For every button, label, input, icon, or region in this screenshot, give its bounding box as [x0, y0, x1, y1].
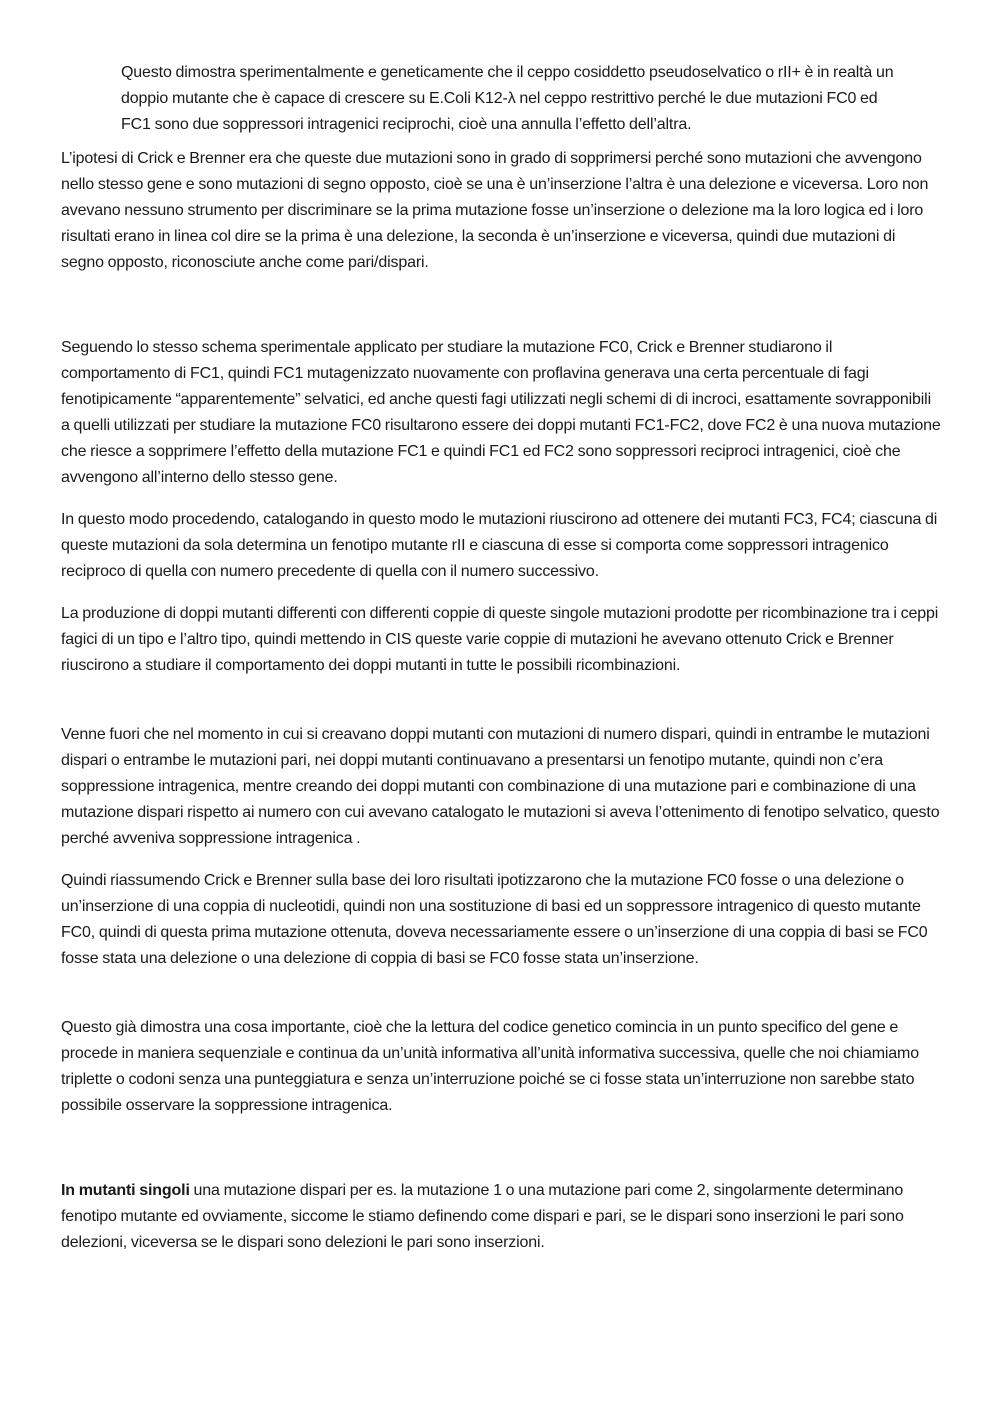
- paragraph-single-mutants: [61, 1178, 941, 1256]
- paragraph-reading-frame: Questo già dimostra una cosa importante, cioè che la lettura del codice genetico comincia in un punto specifico del gene e procede in maniera sequenziale e continua da un’unità informativa all’unità informativa successiva, quelle che noi chiamiamo triplette o codoni senza una punteggiatura e senza un’interruzione poiché se ci fosse stata un’interruzione non sarebbe stato possibile osservare la soppressione intragenica.: [61, 1019, 919, 1114]
- paragraph-double-mutants-production: La produzione di doppi mutanti differenti con differenti coppie di queste singole mutazioni prodotte per ricombinazione tra i ceppi fagici di un tipo e l’altro tipo, quindi mettendo in CIS queste varie coppie di mutazioni he avevano ottenuto Crick e Brenner riuscirono a studiare il comportamento dei doppi mutanti in tutte le possibili ricombinazioni.: [61, 605, 939, 674]
- single-mutants-lead: In mutanti singoli: [61, 1182, 190, 1199]
- paragraph-odd-even-results: Venne fuori che nel momento in cui si creavano doppi mutanti con mutazioni di numero dispari, quindi in entrambe le mutazioni dispari o entrambe le mutazioni pari, nei doppi mutanti continuavano a presentarsi un fenotipo mutante, quindi non c’era soppressione intragenica, mentre creando dei doppi mutanti con combinazione di una mutazione pari e combinazione di una mutazione dispari rispetto ai numero con cui avevano catalogato le mutazioni si aveva l’ottenimento di fenotipo selvatico, questo perché avveniva soppressione intragenica .: [61, 726, 940, 847]
- paragraph-fc1-study: Seguendo lo stesso schema sperimentale applicato per studiare la mutazione FC0, Crick e Brenner studiarono il comportamento di FC1, quindi FC1 mutagenizzato nuovamente con proflavina generava una certa percentuale di fagi fenotipicamente “apparentemente” selvatici, ed anche questi fagi utilizzati negli schemi di di incroci, esattamente sovrapponibili a quelli utilizzati per studiare la mutazione FC0 risultarono essere dei doppi mutanti FC1-FC2, dove FC2 è una nuova mutazione che riesce a sopprimere l’effetto della mutazione FC1 e quindi FC1 ed FC2 sono soppressori reciproci intragenici, cioè che avvengono all’interno dello stesso gene.: [61, 339, 941, 486]
- single-mutants-text: una mutazione dispari per es. la mutazione 1 o una mutazione pari come 2, singolarmente determinano fenotipo mutante ed ovviamente, siccome le stiamo definendo come dispari e pari, se le dispari sono inserzioni le pari sono delezioni, viceversa se le dispari sono delezioni le pari sono inserzioni.: [61, 1182, 904, 1251]
- paragraph-pseudoselvatico-conclusion: Questo dimostra sperimentalmente e geneticamente che il ceppo cosiddetto pseudoselvatico o rII+ è in realtà un doppio mutante che è capace di crescere su E.Coli K12-λ nel ceppo restrittivo perché le due mutazioni FC0 ed FC1 sono due soppressori intragenici reciprochi, cioè una annulla l’effetto dell’altra.: [121, 64, 894, 133]
- paragraph-fc3-fc4-mutants: In questo modo procedendo, catalogando in questo modo le mutazioni riuscirono ad ottenere dei mutanti FC3, FC4; ciascuna di queste mutazioni da sola determina un fenotipo mutante rII e ciascuna di esse si comporta come soppressori intragenico reciproco di quella con numero precedente di quella con il numero successivo.: [61, 511, 938, 580]
- paragraph-summary-fc0: Quindi riassumendo Crick e Brenner sulla base dei loro risultati ipotizzarono che la mutazione FC0 fosse o una delezione o un’inserzione di una coppia di nucleotidi, quindi non una sostituzione di basi ed un soppressore intragenico di questo mutante FC0, quindi di questa prima mutazione ottenuta, doveva necessariamente essere o un’inserzione di una coppia di basi se FC0 fosse stata una delezione o una delezione di coppia di basi se FC0 fosse stata un’inserzione.: [61, 872, 928, 967]
- paragraph-crick-brenner-hypothesis: L’ipotesi di Crick e Brenner era che queste due mutazioni sono in grado di sopprimersi perché sono mutazioni che avvengono nello stesso gene e sono mutazioni di segno opposto, cioè se una è un’inserzione l’altra è una delezione e viceversa. Loro non avevano nessuno strumento per discriminare se la prima mutazione fosse un’inserzione o delezione ma la loro logica ed i loro risultati erano in linea col dire se la prima è una delezione, la seconda è un’inserzione e viceversa, quindi due mutazioni di segno opposto, riconosciute anche come pari/dispari.: [61, 150, 929, 271]
